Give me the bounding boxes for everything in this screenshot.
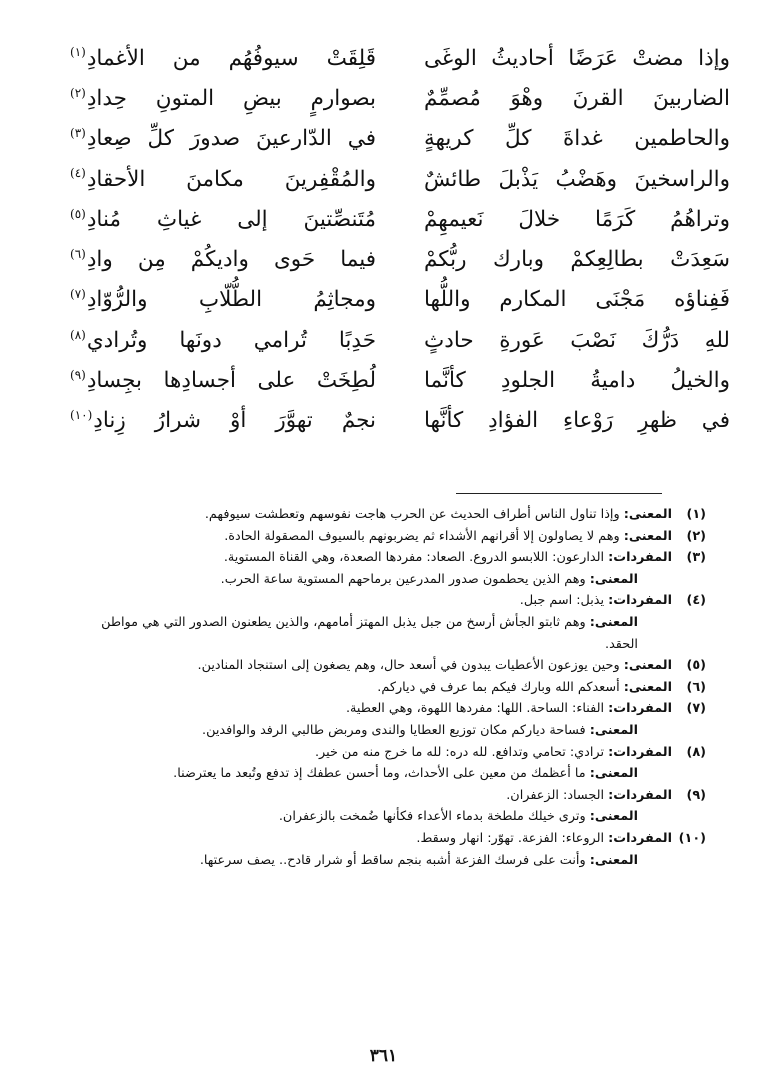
footnote-number: (٨) [686,744,706,760]
first-hemistich: وتراهُمُ كَرَمًا خلالَ نَعيمهِمْ [424,206,730,232]
footnote-line [82,526,672,548]
footnote-body [82,742,672,785]
footnote-ref: (٦) [70,246,86,261]
footnote-body [82,785,672,828]
hemistich-text: لُطِخَتْ على أجسادِها بجِسادِ [86,368,376,394]
footnote-5 [82,655,706,677]
footnote-8 [82,742,706,785]
footnote-body [82,698,672,741]
footnote-line [82,828,672,850]
footnote-text: الروعاء: الفزعة. تهوّر: انهار وسقط. [416,830,609,846]
footnote-body [82,526,672,548]
hemistich-text: في الدّارعينَ صدورَ كلِّ صِعادِ [86,126,376,152]
first-hemistich: الضاربينَ القرنَ وهْوَ مُصمِّمٌ [424,85,730,111]
hemistich-text: مُتَنصِّتينَ إلى غياثِ مُنادِ [86,206,376,232]
footnote-text: أسعدكم الله وبارك فيكم بما عرف في دياركم. [377,679,624,695]
footnote-number: (١٠) [678,830,706,846]
footnote-text: وإذا تناول الناس أطراف الحديث عن الحرب هاجت نفوسهم وتعطشت سيوفهم. [204,507,624,522]
footnote-line [82,504,672,526]
verse-3 [70,119,730,159]
footnote-ref: (٢) [70,85,86,100]
footnote-body [82,590,672,655]
footnote-9 [82,785,706,828]
hemistich-text: ومجاثِمُ الطُّلّابِ والرُّوّادِ [86,287,376,313]
hemistich-text: نجمٌ تهوَّرَ أوْ شرارُ زِنادِ [93,408,376,434]
footnote-divider [456,493,662,494]
footnote-number: (١) [686,507,706,522]
second-hemistich [70,287,376,312]
verse-6 [70,239,730,279]
hemistich-text: قَلِقَتْ سيوفُهُم من الأغمادِ [86,45,376,71]
footnote-line [82,720,672,742]
footnote-label: المعنى: [623,507,672,522]
footnote-number: (٧) [686,701,706,717]
footnote-label: المعنى: [589,809,638,825]
footnote-number: (٦) [686,679,706,695]
hemistich-text: بصوارمٍ بيضِ المتونِ حِدادِ [86,85,376,111]
footnote-ref: (٨) [70,327,86,342]
footnote-line [82,698,672,720]
footnote-line [82,569,672,591]
footnote-text: ما أعظمك من معين على الأحداث، وما أحسن عطفك إذ تدفع وتُبعد ما يعترضنا. [173,766,590,782]
first-hemistich: سَعِدَتْ بطالِعِكمْ وبارك ربُّكمْ [424,247,730,273]
footnote-label: المعنى: [623,528,672,544]
footnote-text: وأنت على فرسك الفزعة أشبه بنجم ساقط أو شرار قادح.. يصف سرعتها. [199,852,590,868]
first-hemistich: للهِ دَرُّكَ نَصْبَ عَورةِ حادثٍ [424,327,730,353]
second-hemistich [70,408,376,433]
footnote-line [82,850,672,872]
footnote-body [82,504,672,526]
footnote-ref: (١٠) [70,408,93,423]
footnote-label: المعنى: [589,722,638,738]
footnote-line [82,806,672,828]
footnote-label: المفردات: [608,701,672,717]
verse-8 [70,320,730,360]
footnote-number: (٢) [686,528,706,544]
footnote-label: المعنى: [623,679,672,695]
verse-10 [70,401,730,441]
footnote-1 [82,504,706,526]
footnote-line [82,763,672,785]
footnotes [82,504,706,871]
footnote-text: وهم لا يصاولون إلا أقرانهم الأشداء ثم يضربونهم بالسيوف المصقولة الحادة. [224,528,624,544]
footnote-line [82,612,672,655]
footnote-ref: (٤) [70,166,86,181]
footnote-ref: (١) [70,45,86,60]
footnote-text: الدارعون: اللابسو الدروع. الصعاد: مفردها الصعدة، وهي القناة المستوية. [223,550,609,566]
second-hemistich [70,328,376,353]
page-number: ٣٦١ [369,1046,398,1066]
footnote-label: المعنى: [589,766,638,782]
verse-9 [70,360,730,400]
footnote-label: المعنى: [589,614,638,630]
footnote-number: (٥) [686,658,706,674]
second-hemistich [70,46,376,71]
first-hemistich: فَفِناؤه مَجْنَى المكارم واللُّها [424,287,730,313]
footnote-line [82,547,672,569]
footnote-line [82,677,672,699]
second-hemistich [70,368,376,393]
footnote-4 [82,590,706,655]
footnote-ref: (٣) [70,126,86,141]
hemistich-text: حَدِبًا تُرامي دونَها وتُرادي [86,327,376,353]
footnote-text: الفناء: الساحة. اللها: مفردها اللهوة، وهي العطية. [345,701,609,717]
first-hemistich: والراسخينَ وهَضْبُ يَذْبلَ طائشٌ [424,166,730,192]
footnote-body [82,677,672,699]
footnote-text: ترادي: تحامي وتدافع. لله دره: لله ما خرج منه من خير. [314,744,609,760]
footnote-7 [82,698,706,741]
footnote-line [82,742,672,764]
footnote-label: المفردات: [608,830,672,846]
verse-7 [70,280,730,320]
second-hemistich [70,167,376,192]
footnote-ref: (٥) [70,206,86,221]
footnote-number: (٤) [686,593,706,609]
footnote-line [82,655,672,677]
footnote-text: الجساد: الزعفران. [506,787,609,803]
footnote-text: وهم ثابتو الجأش أرسخ من جبل يذبل المهتز أمامهم، والذين يطعنون الصدور التي هي مواطن الحقد. [101,614,638,652]
footnote-label: المفردات: [608,787,672,803]
footnote-text: وهم الذين يحطمون صدور المدرعين برماحهم المستوية ساعة الحرب. [220,571,590,587]
footnote-ref: (٩) [70,367,86,382]
verse-4 [70,159,730,199]
footnote-label: المعنى: [589,571,638,587]
hemistich-text: فيما حَوى واديكُمْ مِن وادِ [86,247,376,273]
first-hemistich: في ظهرِ رَوْعاءِ الفؤادِ كأنَّها [424,408,730,434]
poem [70,38,730,441]
first-hemistich: وإذا مضتْ عَرَضًا أحاديثُ الوغَى [424,45,730,71]
footnote-number: (٣) [686,550,706,566]
footnote-label: المفردات: [608,593,672,609]
hemistich-text: والمُقْفِرينَ مكامنَ الأحقادِ [86,166,376,192]
first-hemistich: والخيلُ داميةُ الجلودِ كأنَّما [424,368,730,394]
footnote-label: المفردات: [608,550,672,566]
footnote-label: المعنى: [623,658,672,674]
footnote-text: وترى خيلك ملطخة بدماء الأعداء فكأنها ضُمخت بالزعفران. [278,809,590,825]
footnote-3 [82,547,706,590]
verse-5 [70,199,730,239]
verse-1 [70,38,730,78]
footnote-ref: (٧) [70,287,86,302]
footnote-10 [82,828,706,871]
footnote-text: فساحة دياركم مكان توزيع العطايا والندى ومربض طالبي الرفد والوافدين. [202,722,590,738]
second-hemistich [70,207,376,232]
footnote-line [82,590,672,612]
footnote-6 [82,677,706,699]
footnote-label: المفردات: [608,744,672,760]
second-hemistich [70,86,376,111]
footnote-body [82,547,672,590]
footnote-label: المعنى: [589,852,638,868]
footnote-line [82,785,672,807]
footnote-number: (٩) [686,787,706,803]
second-hemistich [70,247,376,272]
footnote-body [82,828,672,871]
footnote-body [82,655,672,677]
footnote-text: يذبل: اسم جبل. [519,593,609,609]
first-hemistich: والحاطمين غداةَ كلِّ كريهةٍ [424,126,730,152]
footnote-2 [82,526,706,548]
footnote-text: وحين يوزعون الأعطيات يبدون في أسعد حال، وهم يصغون إلى استنجاد المنادين. [197,658,624,674]
second-hemistich [70,126,376,151]
verse-2 [70,78,730,118]
